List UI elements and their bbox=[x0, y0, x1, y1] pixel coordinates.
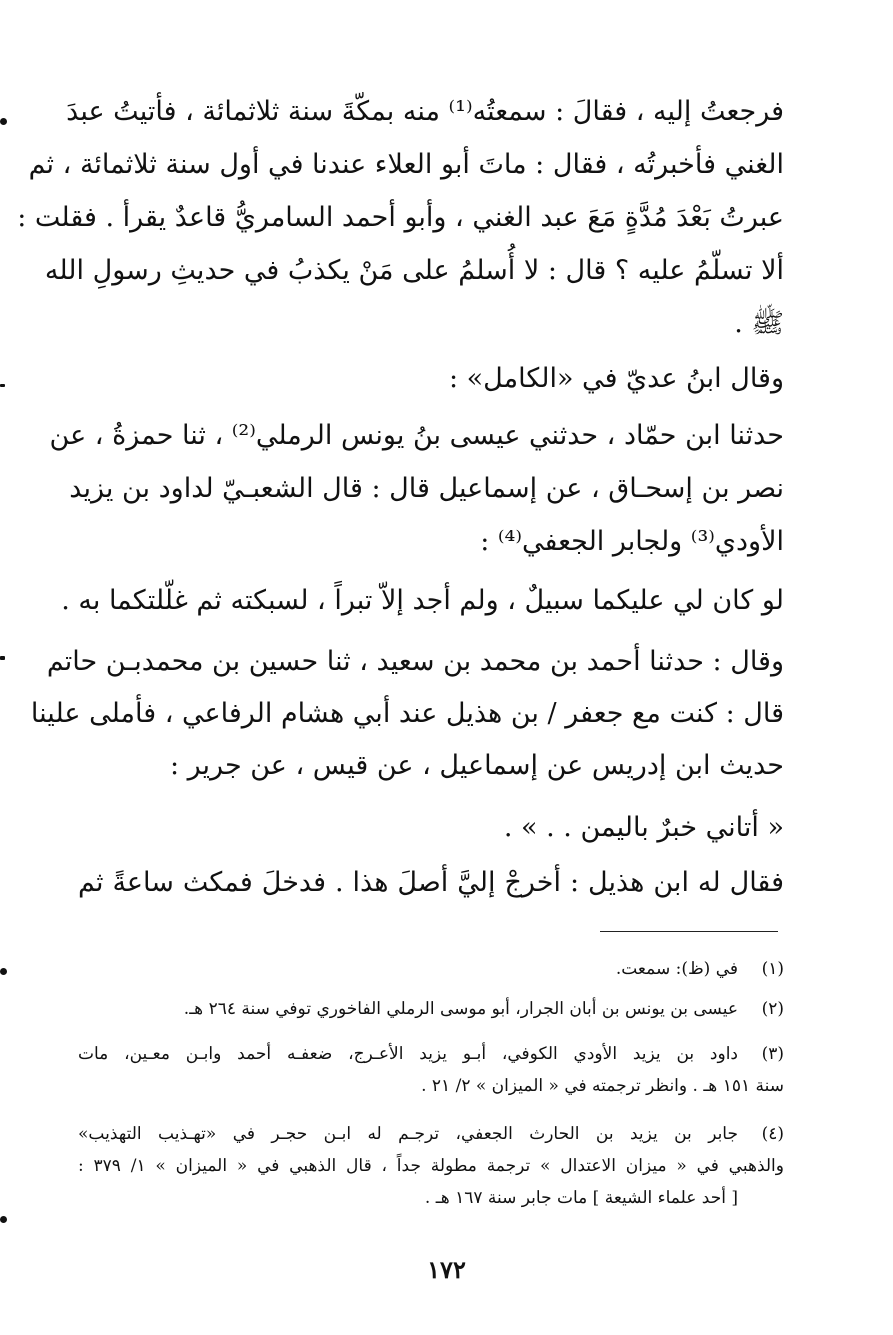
footnote-text: سنة ١٥١ هـ . وانظر ترجمته في « الميزان » ٢/ ٢١ . bbox=[421, 1076, 784, 1096]
text-line: الغني فأخبرتُه ، فقال : ماتَ أبو العلاء عندنا في أول سنة ثلاثمائة ، ثم bbox=[28, 149, 784, 180]
main-text bbox=[17, 0, 784, 920]
footnote-number: (٤) bbox=[761, 1124, 784, 1144]
page-number: ١٧٢ bbox=[427, 1255, 466, 1284]
footnote-separator bbox=[600, 931, 778, 932]
text-line: نصر بن إسحـاق ، عن إسماعيل قال : قال الشعبـيّ لداود بن يزيد bbox=[69, 473, 784, 504]
margin-mark bbox=[0, 384, 5, 387]
text-line: ﷺ . bbox=[734, 308, 784, 339]
footnote-number: (٢) bbox=[761, 999, 784, 1019]
footnote-text: في (ظ): سمعت. bbox=[615, 959, 738, 979]
text-line: الأودي⁽³⁾ ولجابر الجعفي⁽⁴⁾ : bbox=[480, 526, 784, 557]
footnote-4 bbox=[78, 1120, 784, 1220]
text-line: « أتاني خبرٌ باليمن . . » . bbox=[503, 812, 784, 843]
footnote-number: (٣) bbox=[761, 1044, 784, 1064]
margin-mark bbox=[0, 656, 5, 660]
text-line: فقال له ابن هذيل : أخرجْ إليَّ أصلَ هذا . فدخلَ فمكث ساعةً ثم bbox=[78, 867, 784, 898]
footnote-number: (١) bbox=[761, 959, 784, 979]
text-line: حديث ابن إدريس عن إسماعيل ، عن قيس ، عن جرير : bbox=[169, 750, 784, 781]
margin-mark bbox=[0, 118, 7, 125]
text-line: حدثنا ابن حمّاد ، حدثني عيسى بنُ يونس الرملي⁽²⁾ ، ثنا حمزةُ ، عن bbox=[49, 420, 784, 451]
footnote-text: [ أحد علماء الشيعة ] مات جابر سنة ١٦٧ هـ . bbox=[424, 1188, 738, 1208]
text-line: فرجعتُ إليه ، فقالَ : سمعتُه⁽¹⁾ منه بمكّةَ سنة ثلاثمائة ، فأتيتُ عبدَ bbox=[66, 96, 784, 127]
footnote-text: داود بن يزيد الأودي الكوفي، أبـو يزيد الأعـرج، ضعفـه أحمد وابـن معـين، مات bbox=[78, 1044, 738, 1064]
margin-mark bbox=[0, 968, 7, 975]
footnote-text: عيسى بن يونس بن أبان الجرار، أبو موسى الرملي الفاخوري توفي سنة ٢٦٤ هـ. bbox=[183, 999, 738, 1019]
footnote-text: جابر بن يزيد بن الحارث الجعفي، ترجـم له ابـن حجـر في «تهـذيب التهذيب» bbox=[78, 1124, 738, 1144]
footnote-text: والذهبي في « ميزان الاعتدال » ترجمة مطولة جداً ، قال الذهبي في « الميزان » ١/ ٣٧٩ : bbox=[78, 1156, 784, 1176]
footnote-3 bbox=[78, 1040, 784, 1100]
text-line: لو كان لي عليكما سبيلٌ ، ولم أجد إلاّ تبراً ، لسبكته ثم غلّلتكما به . bbox=[61, 585, 784, 616]
text-line: وقال ابنُ عديّ في «الكامل» : bbox=[448, 363, 784, 394]
text-line: قال : كنت مع جعفر / بن هذيل عند أبي هشام الرفاعي ، فأملى علينا bbox=[30, 698, 784, 729]
text-line: وقال : حدثنا أحمد بن محمد بن سعيد ، ثنا حسين بن محمدبـن حاتم bbox=[46, 646, 784, 677]
margin-mark bbox=[0, 1216, 7, 1223]
text-line: عبرتُ بَعْدَ مُدَّةٍ مَعَ عبد الغني ، وأبو أحمد السامريُّ قاعدٌ يقرأ . فقلت : bbox=[17, 202, 784, 233]
footnote-2 bbox=[78, 995, 784, 1023]
footnote-1 bbox=[78, 955, 784, 983]
text-line: ألا تسلّمُ عليه ؟ قال : لا أُسلمُ على مَنْ يكذبُ في حديثِ رسولِ الله bbox=[44, 255, 784, 286]
